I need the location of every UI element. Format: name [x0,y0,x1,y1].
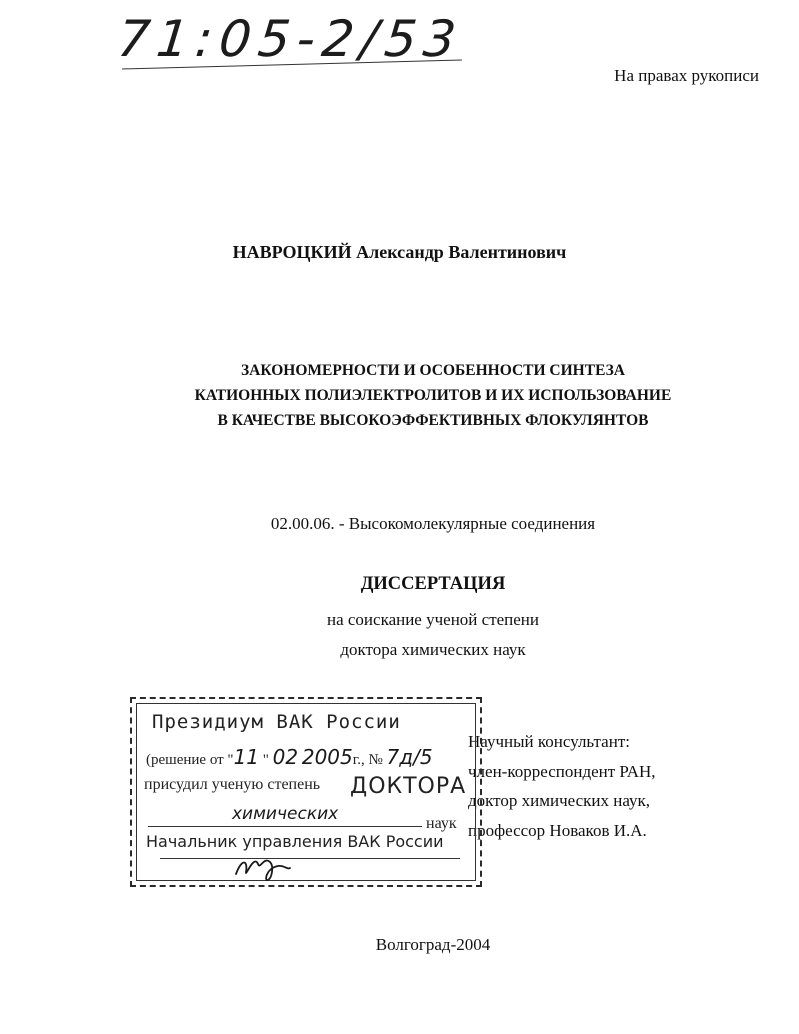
author-name [0,242,799,263]
stamp-field-handwritten: химических [232,804,339,824]
specialty-code: 02.00.06. - Высокомолекулярные соединения [270,514,596,533]
stamp-field-underline [148,826,422,827]
stamp-sciences-word: наук [426,815,457,832]
document-type: ДИССЕРТАЦИЯ [360,574,506,594]
stamp-number-handwritten: 7д/5 [386,745,433,769]
stamp-awarded-prefix: присудил ученую степень [144,776,321,793]
degree-line: доктора химических наук [340,640,526,659]
stamp-decision-prefix: (решение от " [146,752,234,768]
title-line: ЗАКОНОМЕРНОСТИ И ОСОБЕННОСТИ СИНТЕЗА [241,362,625,379]
consultant-line: Научный консультант: [468,732,630,751]
stamp-degree-word: ДОКТОРА [350,774,467,799]
author-surname: НАВРОЦКИЙ [232,242,352,262]
stamp-signature-line [160,858,460,859]
degree-line: на соискание ученой степени [326,610,540,629]
signature-mark [232,848,292,884]
degree-sought [0,605,799,665]
stamp-month-handwritten: 02 [272,745,299,769]
consultant-line: член-корреспондент РАН, [468,761,656,781]
title-line: КАТИОННЫХ ПОЛИЭЛЕКТРОЛИТОВ И ИХ ИСПОЛЬЗОВАНИЕ [194,387,672,404]
consultant-line: доктор химических наук, [468,791,651,810]
stamp-year-handwritten: 2005 [301,745,353,769]
title-line: В КАЧЕСТВЕ ВЫСОКОЭФФЕКТИВНЫХ ФЛОКУЛЯНТОВ [217,412,649,429]
scientific-consultant [468,727,656,845]
archive-code-handwritten: 71:05-2/53 [114,10,466,68]
stamp-title: Президиум ВАК России [152,711,401,733]
city-year: Волгоград-2004 [375,935,491,954]
stamp-decision-line: (решение от "11 " 02 2005г., № 7д/5 [146,745,433,769]
stamp-day-handwritten: 11 [233,745,260,769]
rights-notice: На правах рукописи [614,66,759,85]
stamp-year-suffix: г., № [352,752,383,768]
dissertation-title [0,358,799,433]
consultant-line: профессор Новаков И.А. [468,820,647,840]
author-given-names: Александр Валентинович [356,242,567,262]
stamp-chief-label: Начальник управления ВАК России [146,832,444,851]
